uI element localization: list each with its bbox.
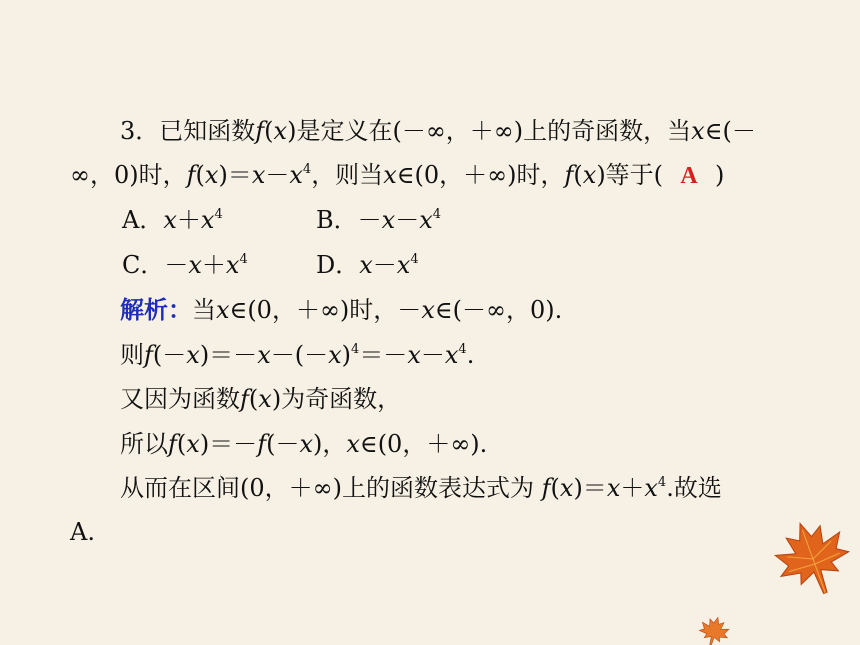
text: ∈(0，＋∞)时， <box>396 161 565 189</box>
solution-line-4 <box>120 429 487 459</box>
text: A. <box>70 518 95 546</box>
text: )是定义在(－∞，＋∞)上的奇函数，当 <box>287 117 692 145</box>
answer-blank <box>663 160 715 191</box>
text: － <box>395 206 420 234</box>
math-var: x <box>328 341 342 369</box>
math-var: x <box>381 206 396 234</box>
text: . <box>466 341 475 369</box>
math-var: x <box>383 161 397 189</box>
text: － <box>357 206 382 234</box>
text: ＋ <box>201 251 226 279</box>
text: 则 <box>120 341 144 369</box>
math-var: x <box>188 251 202 279</box>
text: )， <box>313 430 347 458</box>
math-var: x <box>273 117 288 145</box>
text: － <box>265 161 290 189</box>
math-var: f <box>257 430 267 458</box>
text: 所以 <box>120 430 168 458</box>
text: ) <box>715 161 725 189</box>
option-label: D． <box>316 251 360 279</box>
exponent: 4 <box>657 475 667 490</box>
text: ( <box>550 474 560 502</box>
math-var: x <box>346 430 360 458</box>
maple-leaf-large-icon <box>768 514 858 604</box>
maple-leaf-small-icon <box>696 614 732 645</box>
exponent: 4 <box>239 252 248 267</box>
leaf-shape <box>696 614 731 645</box>
solution-heading: 解析： <box>120 295 192 324</box>
text: ＋ <box>620 474 645 502</box>
text: )＝－ <box>199 430 258 458</box>
exponent: 4 <box>302 162 312 177</box>
text: )＝ <box>218 161 252 189</box>
math-var: x <box>396 251 411 279</box>
math-var: f <box>255 117 265 145</box>
text: )＝ <box>573 474 607 502</box>
text: ，则当 <box>311 161 384 189</box>
math-var: x <box>225 251 240 279</box>
math-var: x <box>421 296 435 324</box>
math-var: x <box>582 161 597 189</box>
math-var: f <box>144 341 153 369</box>
text: ) <box>341 341 352 369</box>
solution-line-5 <box>120 473 722 503</box>
exponent: 4 <box>410 252 419 267</box>
text: )为奇函数， <box>271 385 402 413</box>
text: 又因为函数 <box>120 385 240 413</box>
text: ( <box>573 161 583 189</box>
text: ( <box>248 385 259 413</box>
text: ∈(0，＋∞)时，－ <box>229 296 422 324</box>
exponent: 4 <box>432 207 442 222</box>
math-var: f <box>564 161 574 189</box>
math-var: x <box>559 474 574 502</box>
math-var: x <box>216 296 230 324</box>
math-var: f <box>186 161 196 189</box>
math-var: x <box>299 430 313 458</box>
text: (－ <box>152 341 187 369</box>
math-var: x <box>204 161 219 189</box>
question-line-2 <box>70 160 724 191</box>
exponent: 4 <box>351 342 360 357</box>
text: ＝－ <box>359 341 408 369</box>
solution-line-2 <box>120 340 474 370</box>
option-label: B． <box>316 206 358 234</box>
question-number: 3． <box>120 117 160 145</box>
option-label: A． <box>122 206 164 234</box>
math-var: x <box>691 117 705 145</box>
text: ∈(－ <box>704 117 756 145</box>
math-var: x <box>644 474 658 502</box>
solution-line-1 <box>120 295 562 325</box>
math-var: x <box>186 341 200 369</box>
text: 从而在区间(0，＋∞)上的函数表达式为 <box>120 474 542 502</box>
math-var: x <box>289 161 303 189</box>
text: )＝－ <box>199 341 258 369</box>
exponent: 4 <box>214 207 223 222</box>
math-var: x <box>251 161 266 189</box>
text: .故选 <box>666 474 722 502</box>
math-var: f <box>168 430 177 458</box>
math-var: f <box>541 474 551 502</box>
math-var: f <box>240 385 249 413</box>
text: ( <box>176 430 187 458</box>
text: ( <box>195 161 205 189</box>
option-a <box>122 205 223 235</box>
text: － <box>164 251 189 279</box>
math-var: x <box>186 430 200 458</box>
text: )等于( <box>596 161 664 189</box>
math-var: x <box>257 341 271 369</box>
text: (－ <box>266 430 300 458</box>
option-b <box>316 205 441 235</box>
text: ∞，0)时， <box>70 161 187 189</box>
exponent: 4 <box>458 342 467 357</box>
text: － <box>372 251 397 279</box>
math-var: x <box>359 251 373 279</box>
math-var: x <box>163 206 177 234</box>
text: 已知函数 <box>159 117 256 145</box>
math-var: x <box>407 341 421 369</box>
math-var: x <box>200 206 215 234</box>
option-label: C． <box>122 251 165 279</box>
text: ∈(0，＋∞). <box>359 430 488 458</box>
option-d <box>316 250 419 280</box>
text: 当 <box>192 296 216 324</box>
solution-line-6 <box>70 517 95 547</box>
text: ＋ <box>176 206 201 234</box>
solution-line-3 <box>120 384 401 414</box>
option-c <box>122 250 248 280</box>
text: ∈(－∞，0). <box>434 296 563 324</box>
math-var: x <box>444 341 459 369</box>
text: ( <box>264 117 274 145</box>
math-var: x <box>258 385 272 413</box>
math-var: x <box>419 206 433 234</box>
math-var: x <box>606 474 621 502</box>
text: －(－ <box>270 341 329 369</box>
text: － <box>420 341 445 369</box>
answer-mark: A <box>680 163 698 189</box>
question-line-1 <box>120 116 756 146</box>
